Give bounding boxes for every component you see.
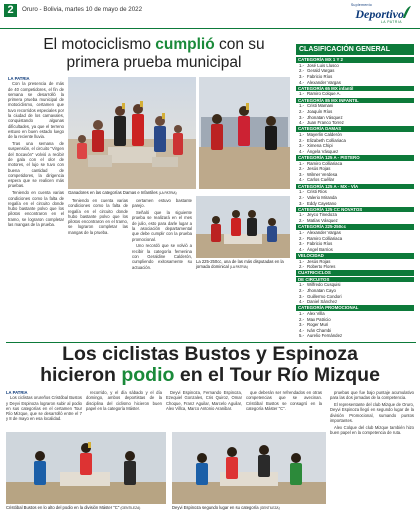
- sidebar-entry-rank: 4.-: [299, 327, 305, 333]
- bustos-photo-image: [6, 432, 166, 504]
- sidebar-entry-name: Daniel Sánchez: [307, 299, 338, 305]
- sidebar-entry: [296, 264, 414, 270]
- sidebar-entry-rank: 5.-: [299, 333, 305, 339]
- sidebar-category: CUATRICICLOS: [296, 270, 414, 276]
- article1-col1: [8, 76, 64, 338]
- sidebar-entry-name: Cristi Ríos: [307, 189, 327, 195]
- sidebar-entry-name: Ramiro Colque A.: [307, 91, 341, 97]
- sidebar-entry-rank: 1.-: [299, 258, 305, 264]
- article2-col5-p3: Alex Colque del club Mizque también hizo buen papel en la competencia de ruta.: [330, 424, 414, 436]
- sidebar-category: CATEGORÍA 225-250cc: [296, 224, 414, 230]
- sidebar-entry: [296, 120, 414, 126]
- sidebar-category: CATEGORÍA 125 CC NOVATOS: [296, 207, 414, 213]
- sidebar-entry-rank: 2.-: [299, 316, 305, 322]
- sidebar-category: DE CIRCUITOS: [296, 277, 414, 283]
- sidebar-entry-name: Jhonatan Cayo: [307, 287, 336, 293]
- sidebar-entry-name: Roberto Flores: [307, 264, 336, 270]
- article2-byline: LA PATRIA: [6, 390, 28, 395]
- sidebar-entry-name: Matías Vásquez: [307, 218, 338, 224]
- sidebar-entry-rank: 1.-: [299, 132, 305, 138]
- sidebar-entry: [296, 91, 414, 97]
- sidebar-entry-rank: 4.-: [299, 177, 305, 183]
- sidebar-entry-rank: 1.-: [299, 103, 305, 109]
- article1-col1-p1: Con la presencia de más de 40 competidores, el fin de semana se desarrolló la primera prueba municipal de motociclismo, certamen que tuvo recorridos especiales por la ciudad de los carnavales, conquistando algunas dificultades, ya que el terreno estuvo en buen estado luego de la reciente lluvia.: [8, 81, 64, 140]
- classification-sidebar: [296, 44, 414, 340]
- sidebar-entry-name: Ángel Barrios: [307, 246, 333, 252]
- sidebar-entry-rank: 4.-: [299, 299, 305, 305]
- brand-logo: [302, 3, 412, 25]
- sidebar-entry-name: Gerald Vargas: [307, 68, 335, 74]
- sidebar-entry-name: Elizabeth Colliariaca: [307, 137, 346, 143]
- espinoza-photo-image: [172, 432, 326, 504]
- brand-supplement: Suplemento: [350, 3, 372, 7]
- sidebar-entry-name: Fabricio Ríos: [307, 73, 333, 79]
- sidebar-category: CATEGORÍA 125 A - PISTERO: [296, 155, 414, 161]
- article1-right-p2: Señaló que la siguiente prueba se realizará en el mes de julio, esto para darle lugar a la asociación departamental que debe cumplir con la prueba promocional.: [132, 210, 192, 242]
- header-rule: [0, 28, 420, 29]
- sidebar-entry-rank: 4.-: [299, 148, 305, 154]
- sidebar-entry-rank: 1.-: [299, 229, 305, 235]
- article1-photo-riders: [199, 77, 290, 189]
- sidebar-entry-name: Roger Muri: [307, 322, 329, 328]
- sidebar-entry-name: Aurelio Fernández: [307, 333, 343, 339]
- sidebar-entry-name: Ramiro Colliariaca: [307, 235, 343, 241]
- sidebar-entry-name: Guillermo Condori: [307, 293, 342, 299]
- podium-photo-image: [196, 196, 290, 258]
- sidebar-entry-name: Jhonatan Vásquez: [307, 114, 343, 120]
- article2-col5: [330, 390, 414, 514]
- article2-col2: [86, 390, 162, 430]
- article1-headline: El motociclismo cumplió con su primera prueba municipal: [43, 36, 265, 71]
- sidebar-entry-name: Iván Chambi: [307, 327, 332, 333]
- sidebar-entry: [296, 177, 414, 183]
- sidebar-entry-rank: 4.-: [299, 120, 305, 126]
- brand-swoosh-icon: [402, 5, 412, 19]
- sidebar-category: CATEGORÍA MX 1 Y 2: [296, 57, 414, 63]
- sidebar-entry-rank: 1.-: [299, 62, 305, 68]
- sidebar-category: CATEGORÍA 65 MX infantil: [296, 86, 414, 92]
- sidebar-entry-rank: 3.-: [299, 241, 305, 247]
- article2-col5-p2: El representante del club Mizque de Oruro, Deyvi Espinoza llegó en segundo lugar de la división Promocional, sumando puntos importantes.: [330, 402, 414, 423]
- article1-byline: LA PATRIA: [8, 76, 30, 81]
- sidebar-entry-name: Cristi Mamani: [307, 103, 334, 109]
- article1-caption-podium: La 225-250cc, una de las más disputadas en la jornada dominical (LA PATRIA): [196, 259, 284, 269]
- article1-right-p1: certamen estuvo bastante parejo.: [132, 198, 192, 209]
- sidebar-entry: [296, 333, 414, 339]
- article1-photo-winners: [68, 77, 196, 189]
- article2-caption-espinoza: Deyvi Espinoza segundo lugar en su categoría (GENTILEZA): [172, 505, 280, 510]
- sidebar-category: CATEGORÍA 125 A - MX - VÍA: [296, 184, 414, 190]
- sidebar-entry-rank: 1.-: [299, 282, 305, 288]
- sidebar-entry-rank: 2.-: [299, 218, 305, 224]
- sidebar-entry-rank: 1.-: [299, 160, 305, 166]
- article2-col3: [166, 390, 242, 430]
- sidebar-entry: [296, 247, 414, 253]
- page-number: 2: [4, 4, 17, 17]
- sidebar-entry-rank: 3.-: [299, 73, 305, 79]
- sidebar-entry-rank: 2.-: [299, 194, 305, 200]
- sidebar-entry-rank: 3.-: [299, 322, 305, 328]
- date-line: Oruro - Bolivia, martes 10 de mayo de 2022: [22, 6, 143, 13]
- sidebar-entry-name: Juan Franco Torrez: [307, 120, 344, 126]
- sidebar-entry-rank: 3.-: [299, 114, 305, 120]
- sidebar-entry-rank: 3.-: [299, 143, 305, 149]
- sidebar-entry-name: Jesús Rojas: [307, 258, 331, 264]
- sidebar-entry-name: Ramiro Colliariaca: [307, 160, 343, 166]
- riders-photo-image: [199, 77, 290, 189]
- sidebar-entry-rank: 2.-: [299, 235, 305, 241]
- article2-photo-espinoza: [172, 432, 326, 504]
- sidebar-entry-rank: 4.-: [299, 246, 305, 252]
- sidebar-entry-name: Wilmer Verdesa: [307, 171, 338, 177]
- sidebar-entry-rank: 1.-: [299, 91, 305, 97]
- article1-col-mid: [68, 198, 128, 266]
- sidebar-entry-rank: 2.-: [299, 68, 305, 74]
- sidebar-category: CATEGORÍA PROMOCIONAL: [296, 305, 414, 311]
- sidebar-entry-name: Jeyco Tinedoza: [307, 212, 337, 218]
- sidebar-entry-rank: 3.-: [299, 171, 305, 177]
- sidebar-entry: [296, 80, 414, 86]
- article2-col3-p1: Deyvi Espinoza, Fernando Espinoza, Ezequiel Gonzales, Cris Quiroz, Omar Choque, Franz Aguilar, Marcelo Aguilar, Alex Villca, Marco Antonio Aranibar.: [166, 390, 242, 411]
- article2-col4-p1: que deberán ser refrendados en otras competencias que se avecinan. Cristóbal Bustos se consagró en la categoría Máster "C".: [246, 390, 322, 411]
- article2-headline: Los ciclistas Bustos y Espinoza hicieron podio en el Tour Río Mizque: [40, 343, 380, 386]
- article1-right-p3: Uno recordó que se volvió a recibir la categoría femenina con Geraldine Calderón, cumpliendo exitosamente su actuación.: [132, 243, 192, 270]
- sidebar-entry-rank: 3.-: [299, 293, 305, 299]
- sidebar-entry-name: Joaquín Ríos: [307, 108, 333, 114]
- sidebar-entry-rank: 2.-: [299, 166, 305, 172]
- sidebar-list: [296, 57, 414, 339]
- article2-col1: [6, 390, 82, 430]
- sidebar-entry-rank: 1.-: [299, 189, 305, 195]
- sidebar-entry: [296, 149, 414, 155]
- sidebar-entry-name: Alexander Vargas: [307, 229, 341, 235]
- sidebar-entry-name: Mayerlin Calderón: [307, 132, 342, 138]
- sidebar-category: CATEGORÍA DAMAS: [296, 126, 414, 132]
- sidebar-entry-rank: 4.-: [299, 79, 305, 85]
- article1-col-right: [132, 198, 192, 270]
- article1-col1-p2: Tras una semana de suspensión, el circuito "Virgen del Socavón" volvió a recibir de gala con el olor de motores, el lujo se tuvo con buena cantidad de competidores, la dirigencia espera que se realicen más pruebas.: [8, 141, 64, 189]
- sidebar-entry-name: Ximena Chipi: [307, 143, 333, 149]
- sidebar-entry-name: Valerio Miranda: [307, 194, 337, 200]
- brand-sub: LA PATRIA: [380, 20, 402, 24]
- article2-photo-bustos: [6, 432, 166, 504]
- article2-col1-p1: Los ciclistas orureños Cristóbal Bustos y Deyvi Espinoza lograron subir al podio en sus categorías en el certamen Tour Río Mizque, que se desarrolló entre el 7 y 8 de mayo en esa localidad.: [6, 395, 82, 422]
- sidebar-entry-name: Jesús Rojas: [307, 166, 331, 172]
- sidebar-entry-name: Alexander Vargas: [307, 79, 341, 85]
- article2-caption-bustos: Cristóbal Bustos en lo alto del podio en la división Máster "C" (GENTILEZA): [6, 505, 141, 510]
- sidebar-entry-name: Wilfredo Cusquisi: [307, 282, 341, 288]
- sidebar-entry-rank: 2.-: [299, 287, 305, 293]
- sidebar-entry-rank: 3.-: [299, 200, 305, 206]
- sidebar-entry: [296, 299, 414, 305]
- sidebar-entry-rank: 2.-: [299, 137, 305, 143]
- sidebar-entry-name: Carlos Cuéllar: [307, 177, 335, 183]
- brand-name: Deportivo: [355, 7, 404, 21]
- article1-col2-p1: Teniendo en cuenta varias condiciones como la falta de regalía en el circuito donde hubo bastante polvo que los pilotos encontraron en el tramo, se lograron completar las mangas de la prueba.: [8, 190, 64, 228]
- article2-col5-p1: pruebas que fue bajo puntaje acumulativo para las dos jornadas de la competencia.: [330, 390, 414, 401]
- sidebar-entry: [296, 218, 414, 224]
- sidebar-entry-rank: 2.-: [299, 264, 305, 270]
- sidebar-title: CLASIFICACIÓN GENERAL: [296, 44, 414, 55]
- article1-mid-p1: Teniendo en cuenta varias condiciones como la falta de regalía en el circuito donde hubo bastante polvo que los pilotos encontraron en el tramo, se lograron completar las mangas de la prueba.: [68, 198, 128, 235]
- article2-col4: [246, 390, 322, 430]
- sidebar-entry-name: Fabricio Ríos: [307, 241, 333, 247]
- sidebar-entry-name: Max Patricio: [307, 316, 331, 322]
- sidebar-category: VELOCIDAD: [296, 253, 414, 259]
- sidebar-entry: [296, 201, 414, 207]
- sidebar-entry-name: Alex Villa: [307, 311, 325, 317]
- sidebar-entry-rank: 1.-: [299, 212, 305, 218]
- article2-col2-p1: recorrido, y el día sábado y el día domingo, ambos deportistas de la disciplina del ciclismo hicieron buen papel en la categoría Máster.: [86, 390, 162, 411]
- winners-photo-image: [68, 77, 196, 189]
- sidebar-category: CATEGORÍA 85 MX INFANTIL: [296, 98, 414, 104]
- page-header: [0, 0, 420, 28]
- article1-caption-winners: Ganadores en las categorías Damas e Infantiles (LA PATRIA): [68, 190, 177, 195]
- article1-photo-podium: [196, 196, 290, 258]
- sidebar-entry-rank: 1.-: [299, 311, 305, 317]
- sidebar-entry-rank: 2.-: [299, 108, 305, 114]
- sidebar-entry-name: Eddy Cayetano: [307, 200, 337, 206]
- sidebar-entry-name: José Luis Llusco: [307, 62, 339, 68]
- sidebar-entry-name: Ángela Vásquez: [307, 148, 339, 154]
